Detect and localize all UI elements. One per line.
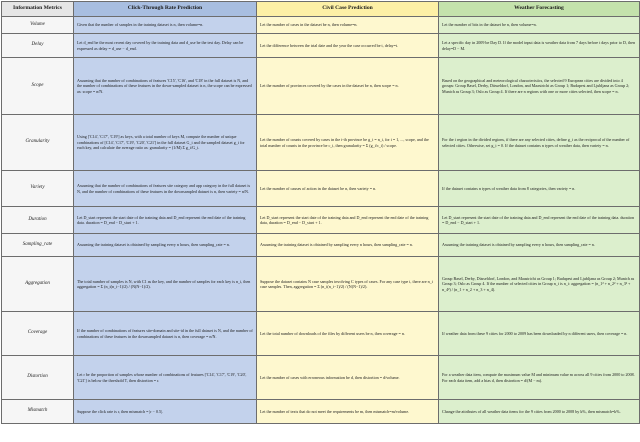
ctr-cell: Let d_end be the most recent day covered by the training data and d_use be the test day. Delay can be expressed as delay = d_use − d_end.: [74, 34, 257, 58]
header-click-through-rate: Click-Through Rate Prediction: [74, 2, 257, 17]
weather-cell: Let D_start represent the start date of the training data and D_end represent the end date of the training data. duration = D_end − D_start + 1.: [439, 207, 640, 234]
ctr-cell: If the number of combinations of features site-domain and site-id in the full dataset is N, and the number of combinations of these features in the downsampled dataset is n, then coverage = n/N.: [74, 312, 257, 356]
ctr-cell: Assuming that the number of combinations of features 'C15', 'C16', and 'C18' in the full dataset is N, and the number of combinations of these features in the down-sampled dataset is n, the scope can be expressed as: scope = n/N.: [74, 58, 257, 115]
header-row: [2, 2, 640, 17]
civil-cell: Let the total number of downloads of the files by different users be n, then coverage = n.: [257, 312, 439, 356]
table-row: [2, 34, 640, 58]
table-row: [2, 400, 640, 424]
table-row: [2, 171, 640, 207]
ctr-cell: Using ['C14', 'C17', 'C19'] as keys, with a total number of keys M, compute the number of unique combinations of [C14', 'C17', 'C19', 'C20', 'C21'] in the full dataset G_i and the sampled dataset g_i for each key, and calculate the average ratio as: granularity = (1/M) Σ g_i/G_i.: [74, 115, 257, 171]
weather-cell: Based on the geographical and meteorological characteristics, the selected 9 European cities are divided into 4 groups: Group Basel, Derby, Düsseldorf, London, and Maastricht as Group 1; Budapest and Ljubljana as Group 2; Munich as Group 3; Oslo as Group 4. If there are n regions with one or more cities selected, then scope = n.: [439, 58, 640, 115]
table-row: [2, 356, 640, 400]
metric-name: Scope: [2, 58, 74, 115]
table-row: [2, 17, 640, 34]
ctr-cell: Given that the number of samples in the training dataset is n, then volume=n.: [74, 17, 257, 34]
weather-cell: Assuming the training dataset is obtained by sampling every n hours, then sampling_rate = n.: [439, 234, 640, 257]
civil-cell: Let the difference between the trial date and the year the case occurred be t, delay=t.: [257, 34, 439, 58]
civil-cell: Let the number of counts covered by cases in the i-th province be g_i = n_i, for i = 1, ..., scope, and the total number of counts in the province be c_i, then granularity = Σ (g_i/c_i) / scope.: [257, 115, 439, 171]
weather-cell: Group Basel, Derby, Düsseldorf, London, and Maastricht as Group 1; Budapest and Ljubljana as Group 2; Munich as Group 3; Oslo as Group 4. If the number of selected cities in Group n_i is n_i: aggregation = (n_1² + n_2² + n_3² + n_4²) / (n_1 + n_2 + n_3 + n_4).: [439, 257, 640, 312]
weather-cell: If the dataset contains n types of weather data from 8 categories, then variety = n.: [439, 171, 640, 207]
table-row: [2, 312, 640, 356]
weather-cell: If weather data from these 9 cities for 2000 to 2009 has been downloaded by n different users, then coverage = n.: [439, 312, 640, 356]
ctr-cell: Suppose the click rate is r, then mismatch = |r − 0.5|.: [74, 400, 257, 424]
metric-name: Delay: [2, 34, 74, 58]
table-row: [2, 257, 640, 312]
ctr-cell: The total number of samples is N, with C1 as the key, and the number of samples for each key is n_i, then aggregation = Σ (n_i(n_i−1)/2) / (N(N−1)/2).: [74, 257, 257, 312]
ctr-cell: Assuming the training dataset is obtained by sampling every n hours, then sampling_rate = n.: [74, 234, 257, 257]
metric-name: Volume: [2, 17, 74, 34]
metric-name: Variety: [2, 171, 74, 207]
ctr-cell: Let r be the proportion of samples whose number of combinations of features ['C14', 'C17', 'C19', 'C20', 'C21'] is below the threshold T, then distortion = r.: [74, 356, 257, 400]
header-civil-case: Civil Case Prediction: [257, 2, 439, 17]
civil-cell: Let D_start represent the start date of the training data and D_end represent the end date of the training data, duration = D_end − D_start + 1.: [257, 207, 439, 234]
metric-name: Duration: [2, 207, 74, 234]
civil-cell: Let the number of cases with erroneous information be d, then distortion = d/volume.: [257, 356, 439, 400]
ctr-cell: Assuming that the number of combinations of features site category and app category in the full dataset is N, and the number of combinations of these features in the downsampled dataset is n, then variety = n/N.: [74, 171, 257, 207]
weather-cell: For a weather data item, compute the maximum value M and minimum value m across all 9 cities from 2000 to 2008. For each data item, add a bias d, then distortion = d/(M − m).: [439, 356, 640, 400]
civil-cell: Let the number of texts that do not meet the requirements be m, then mismatch=m/volume.: [257, 400, 439, 424]
civil-cell: Suppose the dataset contains N case samples involving C types of cases. For any case type i, there are n_i case samples. Then, aggregation = Σ (n_i(n_i−1)/2) / (N(N−1)/2).: [257, 257, 439, 312]
metric-name: Distortion: [2, 356, 74, 400]
weather-cell: For the i region in the divided regions, if there are any selected cities, define g_i as the reciprocal of the number of selected cities. Otherwise, set g_i = 0. If the dataset contains n types of weather data, then variety = n.: [439, 115, 640, 171]
metric-name: Granularity: [2, 115, 74, 171]
header-information-metrics: Information Metrics: [2, 2, 74, 17]
table-row: [2, 58, 640, 115]
weather-cell: Let a specific day in 2009 be Day D. If the model input data is weather data from 7 days before t days prior to D, then delay=D − M.: [439, 34, 640, 58]
metric-name: Coverage: [2, 312, 74, 356]
table-row: [2, 207, 640, 234]
civil-cell: Assuming the training dataset is obtained by sampling every n hours, then sampling_rate = n.: [257, 234, 439, 257]
civil-cell: Let the number of causes of action in the dataset be n, then variety = n.: [257, 171, 439, 207]
metric-name: Sampling_rate: [2, 234, 74, 257]
ctr-cell: Let D_start represent the start date of the training data and D_end represent the end date of the training data. duration = D_end − D_start + 1.: [74, 207, 257, 234]
civil-cell: Let the number of provinces covered by the cases in the dataset be n, then scope = n.: [257, 58, 439, 115]
table-row: [2, 115, 640, 171]
table-row: [2, 234, 640, 257]
metric-name: Mismatch: [2, 400, 74, 424]
weather-cell: Change the attributes of all weather data items for the 9 cities from 2000 to 2008 by k%, then mismatch=k%.: [439, 400, 640, 424]
header-weather-forecasting: Weather Forecasting: [439, 2, 640, 17]
information-metrics-table: [1, 1, 640, 424]
weather-cell: Let the number of bits in the dataset be n, then volume=n.: [439, 17, 640, 34]
metric-name: Aggregation: [2, 257, 74, 312]
civil-cell: Let the number of cases in the dataset be n, then volume=n.: [257, 17, 439, 34]
